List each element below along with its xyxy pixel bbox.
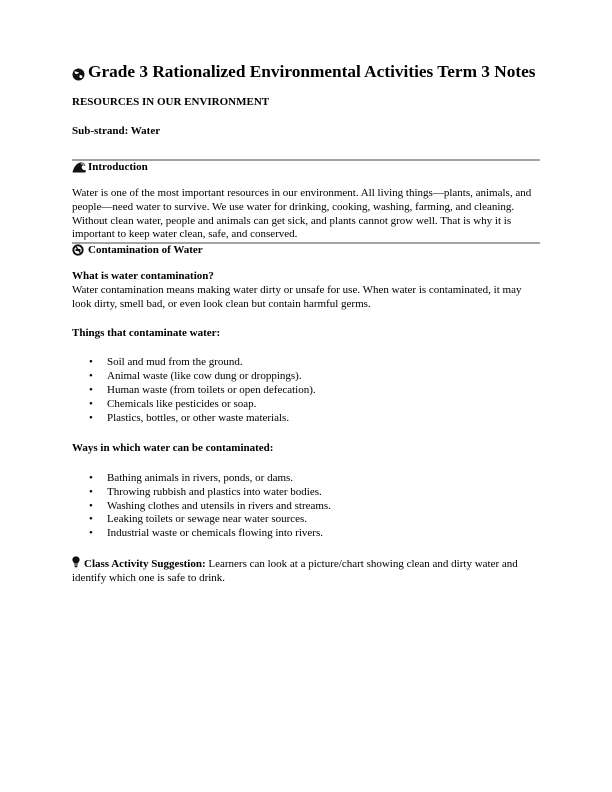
lightbulb-icon [72,556,80,568]
water-wave-icon [72,161,86,173]
activity-text: Learners can look at a picture/chart showing clean and dirty water and identify which one is safe to drink. [72,558,518,585]
document-title-text: Grade 3 Rationalized Environmental Activities Term 3 Notes [88,62,536,81]
list-item: • Washing clothes and utensils in rivers and streams. [107,500,540,514]
introduction-heading-text: Introduction [88,161,148,173]
list-item: • Chemicals like pesticides or soap. [107,398,540,412]
document-content [72,62,540,586]
contamination-heading [72,244,540,256]
contamination-definition: Water contamination means making water dirty or unsafe for use. When water is contaminated, it may look dirty, smell bad, or even look clean but contain harmful germs. [72,283,522,310]
list-item: • Animal waste (like cow dung or droppings). [107,370,540,384]
activity-label: Class Activity Suggestion: [84,558,206,571]
list-item: • Human waste (from toilets or open defecation). [107,384,540,398]
list-item: • Leaking toilets or sewage near water sources. [107,513,540,527]
list-item: • Soil and mud from the ground. [107,356,540,370]
introduction-paragraph: Water is one of the most important resources in our environment. All living things—plants, animals, and people—need water to survive. We use water for drinking, cooking, washing, farming, and cleaning. Without clean water, people and animals can get sick, and plants cannot grow well. That is why it is important to keep water clean, safe, and conserved. [72,187,532,241]
document-title [72,62,540,82]
globe-icon [72,66,85,79]
things-list [72,356,540,426]
things-label: Things that contaminate water: [72,326,221,339]
introduction-heading [72,161,540,173]
ways-list [72,472,540,542]
no-entry-icon [72,244,86,256]
list-item: • Throwing rubbish and plastics into water bodies. [107,486,540,500]
sub-strand-label: Sub-strand: Water [72,125,161,137]
ways-label: Ways in which water can be contaminated: [72,441,274,454]
document-subtitle: RESOURCES IN OUR ENVIRONMENT [72,96,270,108]
contamination-question: What is water contamination? [72,270,214,283]
list-item: • Plastics, bottles, or other waste materials. [107,412,540,426]
list-item: • Industrial waste or chemicals flowing into rivers. [107,527,540,541]
class-activity-suggestion [72,556,540,586]
contamination-heading-text: Contamination of Water [88,244,203,257]
list-item: • Bathing animals in rivers, ponds, or dams. [107,472,540,486]
